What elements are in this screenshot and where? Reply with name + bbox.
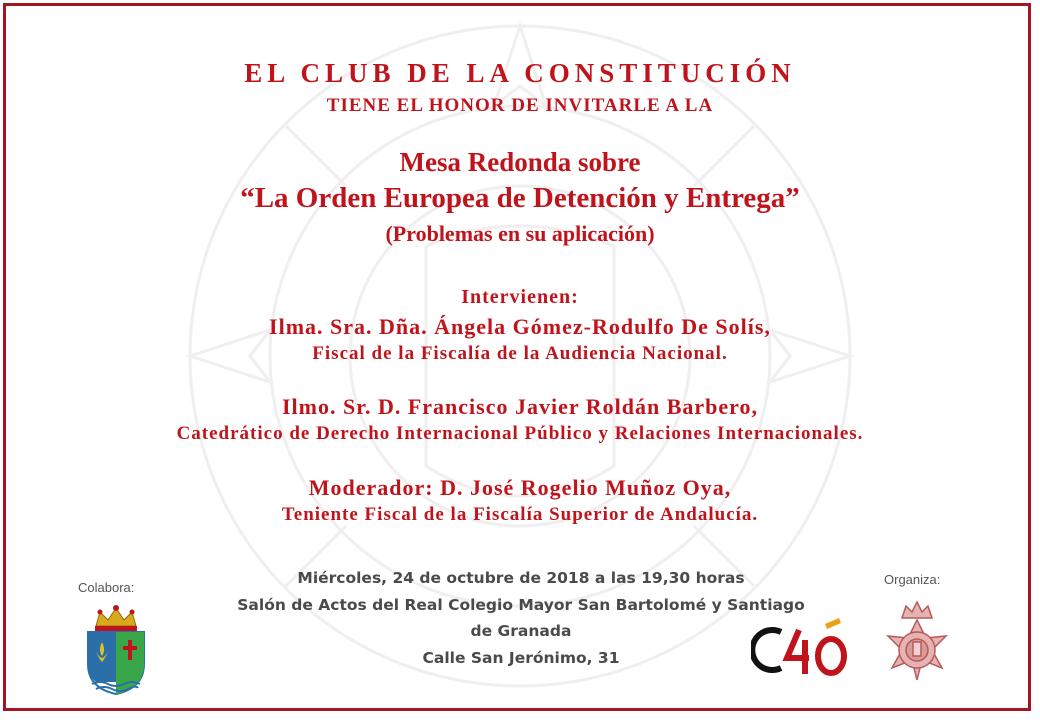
organiza-label: Organiza: <box>884 572 941 587</box>
event-type: Mesa Redonda sobre <box>399 147 641 177</box>
honor-line: TIENE EL HONOR DE INVITARLE A LA <box>326 95 714 116</box>
moderator-role: Teniente Fiscal de la Fiscalía Superior de Andalucía. <box>281 504 759 525</box>
event-title: “La Orden Europea de Detención y Entrega” <box>240 182 800 214</box>
speaker-1-role: Fiscal de la Fiscalía de la Audiencia Nacional. <box>312 343 728 364</box>
speakers-heading: Intervienen: <box>461 286 579 308</box>
colabora-label: Colabora: <box>78 580 135 595</box>
invitation-card <box>3 3 1031 711</box>
event-details <box>221 565 821 671</box>
speaker-2-name: Ilmo. Sr. D. Francisco Javier Roldán Barbero, <box>281 394 759 419</box>
event-venue-line-1: Salón de Actos del Real Colegio Mayor San Bartolomé y Santiago <box>237 595 805 614</box>
event-venue-line-2: de Granada <box>470 622 572 640</box>
municipal-coat-of-arms-icon <box>80 602 152 697</box>
speaker-1-name: Ilma. Sra. Dña. Ángela Gómez-Rodulfo De Solís, <box>269 314 771 339</box>
event-subtitle: (Problemas en su aplicación) <box>385 221 655 246</box>
event-date: Miércoles, 24 de octubre de 2018 a las 19,30 horas <box>297 569 745 587</box>
police-emblem-icon <box>876 598 958 694</box>
event-address: Calle San Jerónimo, 31 <box>422 648 620 667</box>
club-title: EL CLUB DE LA CONSTITUCIÓN <box>244 58 796 88</box>
c40-logo-icon <box>751 618 851 680</box>
moderator-name: Moderador: D. José Rogelio Muñoz Oya, <box>308 475 732 500</box>
speaker-2-role: Catedrático de Derecho Internacional Público y Relaciones Internacionales. <box>176 423 864 444</box>
